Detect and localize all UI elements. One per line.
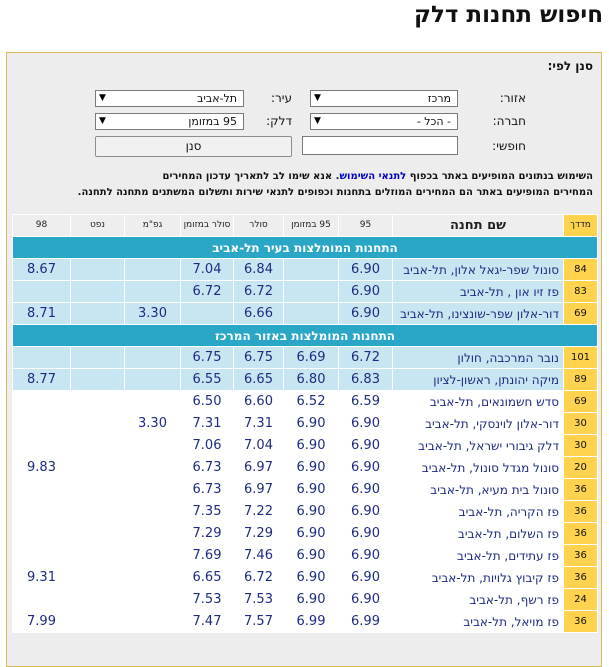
notice-text-2: . אנא שימו לב לתאריך עדכון המחירים <box>162 171 340 182</box>
cell-c95: 6.90 <box>339 545 393 567</box>
cell-diesel: 6.97 <box>234 479 284 501</box>
cell-lpg <box>125 435 181 457</box>
cell-c98 <box>13 281 71 303</box>
cell-c95: 6.99 <box>339 611 393 633</box>
cell-lpg <box>125 281 181 303</box>
terms-link[interactable]: לתנאי השימוש <box>339 171 407 182</box>
cell-diesel_cash: 6.55 <box>181 369 234 391</box>
col-header-98[interactable]: 98 <box>13 215 71 237</box>
cell-kerosene <box>71 567 125 589</box>
cell-diesel: 6.97 <box>234 457 284 479</box>
table-row[interactable] <box>13 413 598 435</box>
col-header-95-cash[interactable]: 95 במזומן <box>284 215 339 237</box>
cell-kerosene <box>71 391 125 413</box>
cell-kerosene <box>71 479 125 501</box>
cell-c95: 6.90 <box>339 281 393 303</box>
cell-c98 <box>13 413 71 435</box>
cell-kerosene <box>71 457 125 479</box>
cell-lpg: 3.30 <box>125 303 181 325</box>
cell-idx: 30 <box>564 435 598 457</box>
col-header-diesel-cash[interactable]: סולר במזומן <box>181 215 234 237</box>
cell-lpg <box>125 391 181 413</box>
company-label: חברה: <box>492 114 526 128</box>
cell-c95: 6.90 <box>339 413 393 435</box>
cell-c95: 6.90 <box>339 501 393 523</box>
cell-c95cash: 6.90 <box>284 413 339 435</box>
cell-kerosene <box>71 347 125 369</box>
cell-idx: 36 <box>564 501 598 523</box>
cell-name[interactable]: דור-אלון שפר-שונצינו, תל-אביב <box>393 303 564 325</box>
cell-kerosene <box>71 589 125 611</box>
cell-diesel: 6.72 <box>234 567 284 589</box>
cell-c98: 7.99 <box>13 611 71 633</box>
cell-c98 <box>13 479 71 501</box>
fuel-select-value: 95 במזומן <box>188 115 237 128</box>
cell-kerosene <box>71 413 125 435</box>
chevron-down-icon: ▼ <box>99 116 106 126</box>
cell-name[interactable]: סונול בית מעיא, תל-אביב <box>393 479 564 501</box>
cell-c95: 6.90 <box>339 523 393 545</box>
table-body <box>13 237 598 633</box>
cell-diesel: 6.84 <box>234 259 284 281</box>
cell-kerosene <box>71 259 125 281</box>
cell-c95cash <box>284 259 339 281</box>
cell-lpg <box>125 479 181 501</box>
table-row[interactable] <box>13 259 598 281</box>
section-header <box>13 237 598 259</box>
cell-diesel_cash: 7.06 <box>181 435 234 457</box>
table-row[interactable] <box>13 523 598 545</box>
cell-c95cash: 6.90 <box>284 479 339 501</box>
table-row[interactable] <box>13 347 598 369</box>
cell-c98: 9.83 <box>13 457 71 479</box>
cell-c95cash: 6.90 <box>284 435 339 457</box>
cell-c95cash: 6.90 <box>284 523 339 545</box>
cell-kerosene <box>71 501 125 523</box>
chevron-down-icon: ▼ <box>99 93 106 103</box>
cell-name[interactable]: סונול שפר-יגאל אלון, תל-אביב <box>393 259 564 281</box>
cell-kerosene <box>71 435 125 457</box>
fuel-label: דלק: <box>266 114 292 128</box>
cell-c98 <box>13 501 71 523</box>
cell-diesel_cash: 6.50 <box>181 391 234 413</box>
cell-c95cash: 6.69 <box>284 347 339 369</box>
cell-idx: 89 <box>564 369 598 391</box>
cell-diesel_cash: 7.04 <box>181 259 234 281</box>
cell-diesel_cash: 7.69 <box>181 545 234 567</box>
cell-idx: 84 <box>564 259 598 281</box>
company-select[interactable] <box>310 113 458 130</box>
cell-diesel_cash: 6.72 <box>181 281 234 303</box>
free-text-input[interactable] <box>302 136 458 155</box>
cell-idx: 69 <box>564 303 598 325</box>
cell-diesel: 7.53 <box>234 589 284 611</box>
price-notice: המחירים המופיעים באתר הם המחירים המוזלים בתחנות וכפופים לתנאי שירות ותשלום המשתנים מתחנה לתחנה. <box>77 187 593 198</box>
cell-c98 <box>13 523 71 545</box>
cell-idx: 69 <box>564 391 598 413</box>
stations-table <box>12 214 598 633</box>
cell-lpg <box>125 589 181 611</box>
chevron-down-icon: ▼ <box>314 116 321 126</box>
table-row[interactable] <box>13 501 598 523</box>
cell-c98 <box>13 435 71 457</box>
cell-name[interactable]: פז קיבוץ גלויות, תל-אביב <box>393 567 564 589</box>
cell-c95cash: 6.90 <box>284 567 339 589</box>
cell-name[interactable]: נובר המרכבה, חולון <box>393 347 564 369</box>
cell-c98: 8.77 <box>13 369 71 391</box>
city-select-value: תל-אביב <box>197 92 237 105</box>
cell-name[interactable]: סונול מגדל סונול, תל-אביב <box>393 457 564 479</box>
table-row[interactable] <box>13 303 598 325</box>
cell-c95: 6.59 <box>339 391 393 413</box>
table-row[interactable] <box>13 457 598 479</box>
cell-c95: 6.90 <box>339 479 393 501</box>
cell-idx: 101 <box>564 347 598 369</box>
cell-idx: 83 <box>564 281 598 303</box>
cell-idx: 36 <box>564 479 598 501</box>
filter-button[interactable]: סנן <box>95 136 292 157</box>
cell-diesel: 6.75 <box>234 347 284 369</box>
cell-c95: 6.90 <box>339 567 393 589</box>
filter-title: סנן לפי: <box>547 59 593 73</box>
cell-kerosene <box>71 281 125 303</box>
cell-name[interactable]: מיקה יהונתן, ראשון-לציון <box>393 369 564 391</box>
area-select[interactable] <box>310 90 458 107</box>
cell-name[interactable]: פז השלום, תל-אביב <box>393 523 564 545</box>
cell-idx: 24 <box>564 589 598 611</box>
cell-diesel_cash: 7.47 <box>181 611 234 633</box>
cell-c98 <box>13 545 71 567</box>
cell-c95: 6.83 <box>339 369 393 391</box>
table-row[interactable] <box>13 391 598 413</box>
cell-lpg <box>125 369 181 391</box>
cell-diesel: 7.57 <box>234 611 284 633</box>
cell-c95: 6.90 <box>339 589 393 611</box>
table-row[interactable] <box>13 589 598 611</box>
cell-name[interactable]: דור-אלון לוינסקי, תל-אביב <box>393 413 564 435</box>
section-title: התחנות המומלצות בעיר תל-אביב <box>13 237 598 259</box>
table-row[interactable] <box>13 479 598 501</box>
cell-diesel: 6.65 <box>234 369 284 391</box>
table-row[interactable] <box>13 567 598 589</box>
col-header-name[interactable]: שם תחנה <box>393 215 564 237</box>
cell-diesel_cash: 6.65 <box>181 567 234 589</box>
cell-kerosene <box>71 303 125 325</box>
cell-c95cash: 6.90 <box>284 545 339 567</box>
cell-idx: 36 <box>564 567 598 589</box>
cell-lpg <box>125 611 181 633</box>
cell-diesel_cash: 7.29 <box>181 523 234 545</box>
col-header-idx[interactable]: מדדך <box>564 215 598 237</box>
cell-lpg <box>125 259 181 281</box>
cell-kerosene <box>71 611 125 633</box>
cell-lpg <box>125 501 181 523</box>
section-header <box>13 325 598 347</box>
cell-diesel: 6.72 <box>234 281 284 303</box>
filter-panel <box>6 52 602 667</box>
cell-c95: 6.90 <box>339 457 393 479</box>
notice-text-1: השימוש בנתונים המופיעים באתר בכפוף <box>406 171 593 182</box>
cell-c95: 6.72 <box>339 347 393 369</box>
cell-lpg <box>125 523 181 545</box>
table-row[interactable] <box>13 611 598 633</box>
cell-diesel_cash: 7.35 <box>181 501 234 523</box>
cell-diesel: 7.31 <box>234 413 284 435</box>
cell-diesel: 6.66 <box>234 303 284 325</box>
fuel-select[interactable] <box>95 113 244 130</box>
cell-diesel_cash: 6.75 <box>181 347 234 369</box>
cell-name[interactable]: פז עתידים, תל-אביב <box>393 545 564 567</box>
page-title: חיפוש תחנות דלק <box>414 2 603 28</box>
cell-idx: 36 <box>564 611 598 633</box>
cell-diesel: 7.22 <box>234 501 284 523</box>
cell-diesel_cash: 7.31 <box>181 413 234 435</box>
cell-kerosene <box>71 545 125 567</box>
cell-diesel_cash: 7.53 <box>181 589 234 611</box>
col-header-diesel[interactable]: סולר <box>234 215 284 237</box>
cell-diesel_cash <box>181 303 234 325</box>
cell-idx: 20 <box>564 457 598 479</box>
cell-kerosene <box>71 369 125 391</box>
cell-lpg <box>125 545 181 567</box>
company-select-value: - הכל - <box>416 115 451 128</box>
cell-diesel_cash: 6.73 <box>181 479 234 501</box>
cell-name[interactable]: פז הקריה, תל-אביב <box>393 501 564 523</box>
cell-diesel: 7.46 <box>234 545 284 567</box>
cell-name[interactable]: סדש חשמונאים, תל-אביב <box>393 391 564 413</box>
col-header-kerosene[interactable]: נפט <box>71 215 125 237</box>
area-select-value: מרכז <box>427 92 451 105</box>
cell-c95cash <box>284 281 339 303</box>
table-row[interactable] <box>13 545 598 567</box>
cell-idx: 30 <box>564 413 598 435</box>
cell-c98 <box>13 589 71 611</box>
cell-name[interactable]: דלק גיבורי ישראל, תל-אביב <box>393 435 564 457</box>
cell-c98 <box>13 347 71 369</box>
cell-lpg <box>125 347 181 369</box>
cell-c95cash: 6.90 <box>284 589 339 611</box>
cell-c95cash: 6.99 <box>284 611 339 633</box>
cell-name[interactable]: פז מויאל, תל-אביב <box>393 611 564 633</box>
col-header-95[interactable]: 95 <box>339 215 393 237</box>
cell-c95cash: 6.80 <box>284 369 339 391</box>
cell-c95cash <box>284 303 339 325</box>
section-title: התחנות המומלצות באזור המרכז <box>13 325 598 347</box>
table-row[interactable] <box>13 435 598 457</box>
cell-c98: 8.71 <box>13 303 71 325</box>
area-label: אזור: <box>499 91 526 105</box>
cell-c95: 6.90 <box>339 303 393 325</box>
cell-c95: 6.90 <box>339 435 393 457</box>
table-header <box>13 215 598 237</box>
cell-c98: 9.31 <box>13 567 71 589</box>
cell-diesel: 6.60 <box>234 391 284 413</box>
cell-c98 <box>13 391 71 413</box>
cell-c95cash: 6.90 <box>284 501 339 523</box>
cell-idx: 36 <box>564 545 598 567</box>
cell-c95: 6.90 <box>339 259 393 281</box>
cell-c95cash: 6.52 <box>284 391 339 413</box>
cell-c98: 8.67 <box>13 259 71 281</box>
cell-diesel: 7.29 <box>234 523 284 545</box>
cell-name[interactable]: פז זיו און , תל-אביב <box>393 281 564 303</box>
table-row[interactable] <box>13 281 598 303</box>
col-header-lpg[interactable]: גפ"מ <box>125 215 181 237</box>
cell-idx: 36 <box>564 523 598 545</box>
cell-diesel_cash: 6.73 <box>181 457 234 479</box>
cell-kerosene <box>71 523 125 545</box>
terms-notice <box>15 171 593 182</box>
cell-diesel: 7.04 <box>234 435 284 457</box>
cell-lpg <box>125 457 181 479</box>
cell-c95cash: 6.90 <box>284 457 339 479</box>
city-select[interactable] <box>95 90 244 107</box>
free-text-label: חופשי: <box>492 139 526 153</box>
chevron-down-icon: ▼ <box>314 93 321 103</box>
cell-name[interactable]: פז רשף, תל-אביב <box>393 589 564 611</box>
city-label: עיר: <box>270 91 292 105</box>
table-row[interactable] <box>13 369 598 391</box>
cell-lpg: 3.30 <box>125 413 181 435</box>
cell-lpg <box>125 567 181 589</box>
